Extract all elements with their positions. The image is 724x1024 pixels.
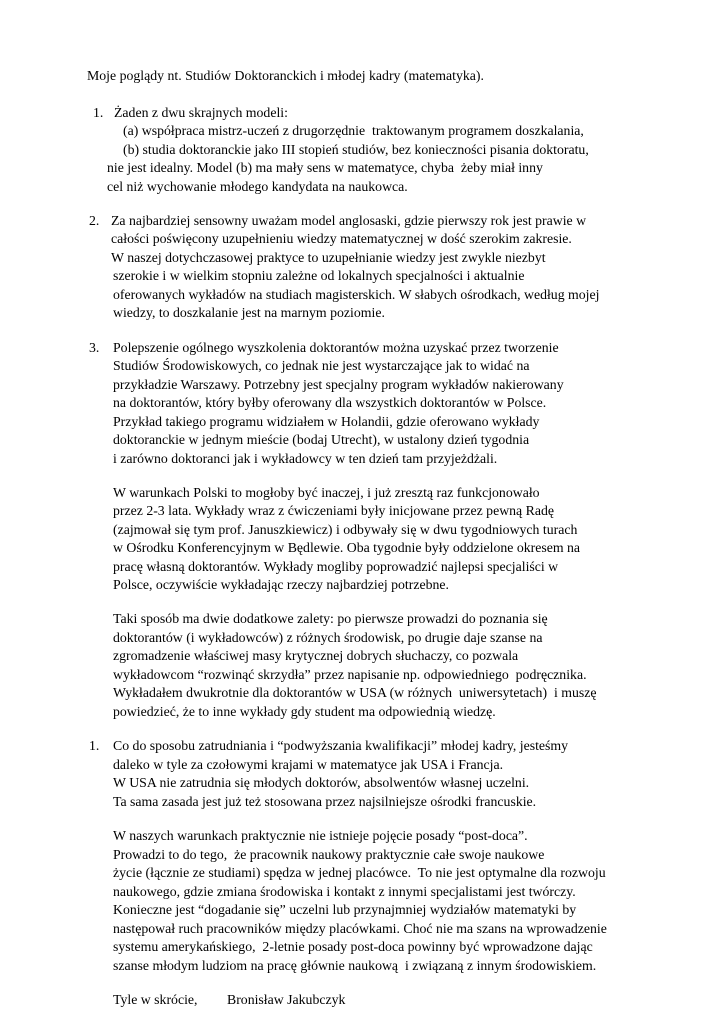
paragraph-line: wiedzy, to doszkalanie jest na marnym poziomie. — [113, 305, 385, 320]
paragraph-line: oferowanych wykładów na studiach magisterskich. W słabych ośrodkach, według mojej — [113, 287, 600, 302]
page-title: Moje poglądy nt. Studiów Doktoranckich i młodej kadry (matematyka). — [87, 68, 484, 83]
paragraph-line: szanse młodym ludziom na pracę głównie naukową i związaną z innym środowiskiem. — [113, 958, 597, 973]
paragraph-line: W USA nie zatrudnia się młodych doktorów, absolwentów własnej uczelni. — [113, 775, 530, 790]
paragraph-line: Wykładałem dwukrotnie dla doktorantów w USA (w różnych uniwersytetach) i muszę — [113, 685, 597, 700]
paragraph-line: Żaden z dwu skrajnych modeli: — [114, 105, 288, 120]
paragraph-line: życie (łącznie ze studiami) spędza w jednej placówce. To nie jest optymalne dla rozwoju — [113, 865, 606, 880]
paragraph-line: W naszej dotychczasowej praktyce to uzupełnianie wiedzy jest zwykle niezbyt — [111, 250, 546, 265]
paragraph-line: wykładowcom “rozwinąć skrzydła” przez napisanie np. odpowiedniego podręcznika. — [113, 667, 587, 682]
paragraph-line: w Ośrodku Konferencyjnym w Będlewie. Oba tygodnie były oddzielone okresem na — [113, 540, 581, 555]
paragraph-line: daleko w tyle za czołowymi krajami w matematyce jak USA i Francja. — [113, 757, 504, 772]
paragraph-line: Taki sposób ma dwie dodatkowe zalety: po pierwsze prowadzi do poznania się — [113, 611, 548, 626]
paragraph-line: Prowadzi to do tego, że pracownik naukowy praktycznie całe swoje naukowe — [113, 847, 545, 862]
paragraph-line: Polepszenie ogólnego wyszkolenia doktorantów można uzyskać przez tworzenie — [113, 340, 559, 355]
paragraph-line: przez 2-3 lata. Wykłady wraz z ćwiczeniami były inicjowane przez pewną Radę — [113, 503, 554, 518]
paragraph-line: (zajmował się tym prof. Januszkiewicz) i odbywały się w dwu tygodniowych turach — [113, 522, 578, 537]
section-number: 1. — [89, 738, 100, 753]
section-number: 3. — [89, 340, 100, 355]
paragraph-line: całości poświęcony uzupełnieniu wiedzy matematycznej w dość szerokim zakresie. — [111, 231, 572, 246]
paragraph-line: naukowego, gdzie zmiana środowiska i kontakt z innymi specjalistami jest twórczy. — [113, 884, 576, 899]
paragraph-line: W warunkach Polski to mogłoby być inaczej, i już zresztą raz funkcjonowało — [113, 485, 540, 500]
paragraph-line: pracę własną doktorantów. Wykłady mogliby poprowadzić najlepsi specjaliści w — [113, 559, 559, 574]
paragraph-line: następował ruch pracowników między placówkami. Choć nie ma szans na wprowadzenie — [113, 921, 607, 936]
paragraph-line: doktoranckie w jednym mieście (bodaj Utrecht), w ustalony dzień tygodnia — [113, 432, 530, 447]
paragraph-line: (b) studia doktoranckie jako III stopień studiów, bez konieczności pisania doktoratu, — [123, 142, 589, 157]
closing-text: Tyle w skrócie, — [113, 992, 198, 1007]
paragraph-line: systemu amerykańskiego, 2-letnie posady post-doca powinny być wprowadzone dając — [113, 939, 593, 954]
paragraph-line: nie jest idealny. Model (b) ma mały sens w matematyce, chyba żeby miał inny — [107, 160, 543, 175]
section-number: 2. — [89, 213, 100, 228]
paragraph-line: na doktorantów, który byłby oferowany dla wszystkich doktorantów w Polsce. — [113, 395, 547, 410]
paragraph-line: Ta sama zasada jest już też stosowana przez najsilniejsze ośrodki francuskie. — [113, 794, 537, 809]
paragraph-line: Studiów Środowiskowych, co jednak nie jest wystarczające jak to widać na — [113, 358, 530, 373]
paragraph-line: doktorantów (i wykładowców) z różnych środowisk, po drugie daje szanse na — [113, 630, 543, 645]
paragraph-line: i zarówno doktoranci jak i wykładowcy w ten dzień tam przyjeżdżali. — [113, 451, 498, 466]
paragraph-line: szerokie i w wielkim stopniu zależne od lokalnych specjalności i aktualnie — [113, 268, 525, 283]
signature-name: Bronisław Jakubczyk — [227, 992, 346, 1007]
paragraph-line: (a) współpraca mistrz-uczeń z drugorzędnie traktowanym programem doszkalania, — [123, 123, 584, 138]
paragraph-line: Konieczne jest “dogadanie się” uczelni lub przynajmniej wydziałów matematyki by — [113, 902, 577, 917]
section-number: 1. — [93, 105, 104, 120]
paragraph-line: zgromadzenie właściwej masy krytycznej dobrych słuchaczy, co pozwala — [113, 648, 519, 663]
paragraph-line: W naszych warunkach praktycznie nie istnieje pojęcie posady “post-doca”. — [113, 828, 528, 843]
paragraph-line: powiedzieć, że to inne wykłady gdy student ma odpowiednią wiedzę. — [113, 704, 496, 719]
paragraph-line: Co do sposobu zatrudniania i “podwyższania kwalifikacji” młodej kadry, jesteśmy — [113, 738, 569, 753]
paragraph-line: cel niż wychowanie młodego kandydata na naukowca. — [107, 179, 408, 194]
paragraph-line: Za najbardziej sensowny uważam model anglosaski, gdzie pierwszy rok jest prawie w — [111, 213, 587, 228]
paragraph-line: Przykład takiego programu widziałem w Holandii, gdzie oferowano wykłady — [113, 414, 540, 429]
paragraph-line: Polsce, oczywiście wykładając rzeczy najbardziej potrzebne. — [113, 577, 449, 592]
paragraph-line: przykładzie Warszawy. Potrzebny jest specjalny program wykładów nakierowany — [113, 377, 564, 392]
